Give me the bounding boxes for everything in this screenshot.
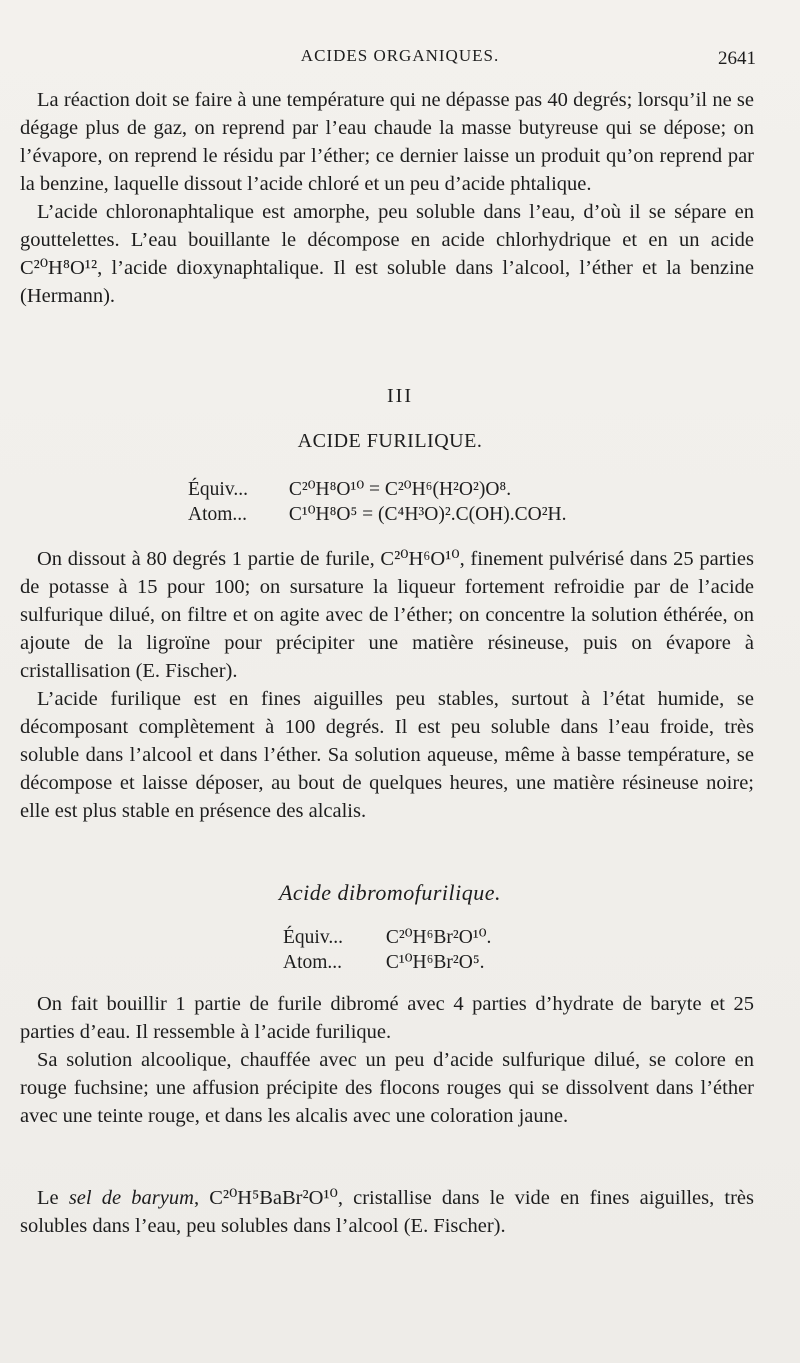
- formula-equiv-row: [283, 925, 491, 950]
- paragraph-reaction: La réaction doit se faire à une température qui ne dépasse pas 40 degrés; lorsqu’il ne se dégage plus de gaz, on reprend par l’eau chaude la masse butyreuse qui se dépose; on l’évapore, on reprend le résidu par l’éther; ce dernier laisse un produit qu’on reprend par la benzine, laquelle dissout l’acide chloré et un peu d’acide phtalique.: [20, 89, 754, 195]
- subsection-title: Acide dibromofurilique.: [278, 880, 502, 905]
- furilique-text-block: [20, 545, 754, 825]
- equiv-formula: C²⁰H⁶Br²O¹⁰.: [385, 927, 492, 948]
- page-header: [0, 46, 800, 76]
- atom-formula: C¹⁰H⁸O⁵ = (C⁴H³O)².C(OH).CO²H.: [288, 504, 567, 525]
- paragraph-preparation: On dissout à 80 degrés 1 partie de furile, C²⁰H⁶O¹⁰, finement pulvérisé dans 25 parties de potasse à 15 pour 100; on sursature la liqueur fortement refroidie par de l’acide sulfurique dilué, on filtre et on agite avec de l’éther; on concentre la solution éthérée, on ajoute de la ligroïne pour précipiter une matière résineuse, puis on évapore à cristallisation (E. Fischer).: [20, 548, 754, 682]
- paragraph-properties: L’acide furilique est en fines aiguilles peu stables, surtout à l’état humide, se décomposant complètement à 100 degrés. Il est peu soluble dans l’eau froide, très soluble dans l’alcool et dans l’éther. Sa solution aqueuse, même à basse température, se décompose et laisse déposer, au bout de quelques heures, une matière résineuse noire; elle est plus stable en présence des alcalis.: [20, 688, 754, 822]
- paragraph-chloronaphtalique: L’acide chloronaphtalique est amorphe, peu soluble dans l’eau, d’où il se sépare en gouttelettes. L’eau bouillante le décompose en acide chlorhydrique et en un acide C²⁰H⁸O¹², l’acide dioxynaphtalique. Il est soluble dans l’alcool, l’éther et la benzine (Hermann).: [20, 201, 754, 307]
- baryum-rest: , C²⁰H⁵BaBr²O¹⁰, cristallise dans le vide en fines aiguilles, très solubles dans l’eau, peu solubles dans l’alcool (E. Fischer).: [20, 1187, 754, 1237]
- formula-atom-row: [283, 950, 491, 975]
- formula-equiv-row: [188, 477, 567, 502]
- formula-dibromofurilique: [283, 925, 491, 975]
- paragraph-sel-baryum: [20, 1184, 754, 1240]
- baryum-text-block: [20, 1184, 754, 1240]
- formula-furilique: [188, 477, 567, 527]
- equiv-label: Équiv...: [188, 479, 248, 500]
- section-title: ACIDE FURILIQUE.: [297, 430, 483, 452]
- page-number: 2641: [718, 48, 756, 69]
- intro-text-block: [20, 86, 754, 310]
- baryum-lead: Le: [37, 1187, 69, 1209]
- sel-baryum-term: sel de baryum: [68, 1187, 194, 1209]
- dibromo-text-block: [20, 990, 754, 1130]
- equiv-label: Équiv...: [283, 927, 343, 948]
- section-number: III: [387, 385, 413, 407]
- formula-atom-row: [188, 502, 567, 527]
- atom-formula: C¹⁰H⁶Br²O⁵.: [385, 952, 485, 973]
- paragraph-solution-dibromo: Sa solution alcoolique, chauffée avec un peu d’acide sulfurique dilué, se colore en rouge fuchsine; une affusion précipite des flocons rouges qui se dissolvent dans l’éther avec une teinte rouge, et dans les alcalis avec une coloration jaune.: [20, 1049, 754, 1127]
- atom-label: Atom...: [283, 952, 343, 973]
- atom-label: Atom...: [188, 504, 248, 525]
- equiv-formula: C²⁰H⁸O¹⁰ = C²⁰H⁶(H²O²)O⁸.: [288, 479, 512, 500]
- paragraph-preparation-dibromo: On fait bouillir 1 partie de furile dibromé avec 4 parties d’hydrate de baryte et 25 parties d’eau. Il ressemble à l’acide furilique.: [20, 993, 754, 1043]
- running-head: ACIDES ORGANIQUES.: [300, 46, 500, 65]
